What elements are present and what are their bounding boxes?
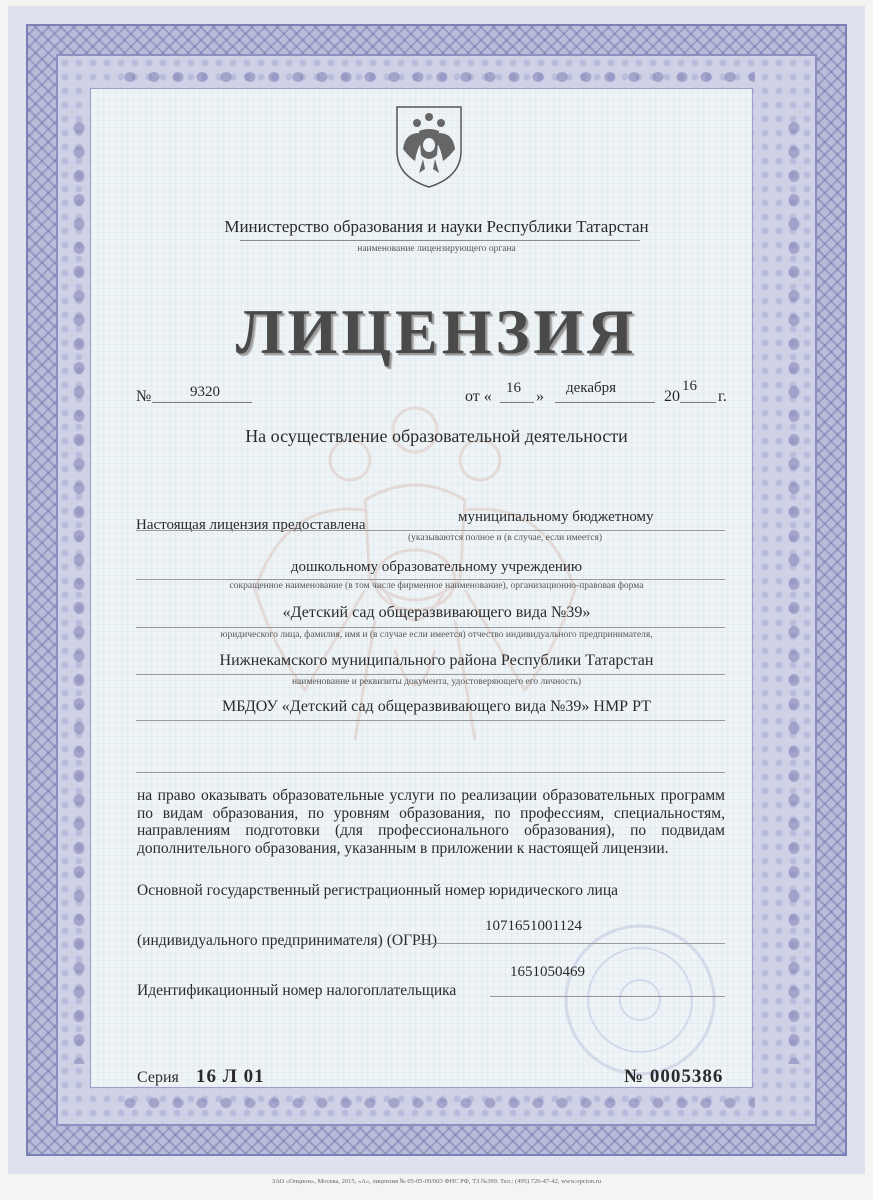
- series-value: 16 Л 01: [196, 1066, 265, 1087]
- inn-label: Идентификационный номер налогоплательщика: [137, 982, 457, 999]
- coat-of-arms-icon: [393, 103, 465, 189]
- ogrn-underline: [418, 943, 725, 944]
- field-caption: наименование и реквизиты документа, удостоверяющего его личность): [291, 677, 582, 687]
- license-number-label: №: [136, 388, 152, 405]
- license-number-underline: [152, 402, 252, 403]
- stamp-seal-icon: [560, 920, 720, 1080]
- license-number: 9320: [190, 384, 220, 400]
- field-underline: [136, 720, 725, 721]
- date-month-underline: [555, 402, 655, 403]
- field-underline: [136, 772, 725, 773]
- serial-number: № 0005386: [624, 1066, 724, 1087]
- date-year-prefix: 20: [664, 388, 680, 405]
- date-month: декабря: [566, 380, 617, 396]
- date-year-suffix: 16: [682, 378, 697, 394]
- field-caption: (указываются полное и (в случае, если имеется): [408, 533, 603, 543]
- field-underline: [136, 579, 725, 580]
- field-underline: [136, 627, 725, 628]
- ministry-caption: наименование лицензирующего органа: [357, 244, 516, 254]
- field-caption: юридического лица, фамилия, имя и (в случае если имеется) отчество индивидуального предпринимателя,: [220, 630, 653, 640]
- date-day: 16: [506, 380, 521, 396]
- ogrn-label: Основной государственный регистрационный номер юридического лица: [137, 882, 619, 899]
- inn-underline: [490, 996, 725, 997]
- licensee-line: муниципальному бюджетному: [458, 509, 654, 525]
- ministry-name: Министерство образования и науки Республики Татарстан: [224, 217, 649, 236]
- date-from-label: от «: [465, 388, 492, 405]
- licensee-line: «Детский сад общеразвивающего вида №39»: [282, 604, 591, 621]
- field-underline: [136, 674, 725, 675]
- date-year-underline: [680, 402, 716, 403]
- field-caption: сокращенное наименование (в том числе фирменное наименование), организационно-правовая форма: [229, 581, 644, 591]
- activity-type: На осуществление образовательной деятельности: [245, 426, 628, 446]
- date-day-underline: [500, 402, 534, 403]
- licensee-line: МБДОУ «Детский сад общеразвивающего вида №39» НМР РТ: [222, 698, 651, 715]
- document-title: ЛИЦЕНЗИЯ: [235, 296, 638, 367]
- date-quote-close: »: [536, 388, 544, 405]
- ministry-underline: [240, 240, 640, 241]
- ogrn-label-continued: (индивидуального предпринимателя) (ОГРН): [137, 932, 438, 949]
- licensee-line: Нижнекамского муниципального района Республики Татарстан: [219, 652, 654, 669]
- series-label: Серия: [137, 1069, 179, 1086]
- date-year-unit: г.: [718, 388, 727, 405]
- inn-value: 1651050469: [510, 964, 585, 980]
- granted-label: Настоящая лицензия предоставлена: [136, 517, 366, 533]
- ornament-bottom: [118, 1092, 755, 1114]
- ogrn-value: 1071651001124: [485, 918, 582, 934]
- licensee-line: дошкольному образовательному учреждению: [290, 559, 583, 575]
- printer-imprint: ЗАО «Опцион», Москва, 2015, «А», лицензия № 05-05-09/003 ФНС РФ, ТЗ №399. Тел.: (495) 726-47-42, www.opcion.ru: [271, 1178, 602, 1185]
- rights-paragraph: на право оказывать образовательные услуги по реализации образовательных программ по видам образования, по уровням образования, по профессиям, специальностям, направлениям подготовки (для профессионального образования), по подвидам дополнительного образования, указанным в приложении к настоящей лицензии.: [137, 787, 725, 857]
- field-underline: [136, 530, 725, 531]
- ornament-top: [118, 66, 755, 88]
